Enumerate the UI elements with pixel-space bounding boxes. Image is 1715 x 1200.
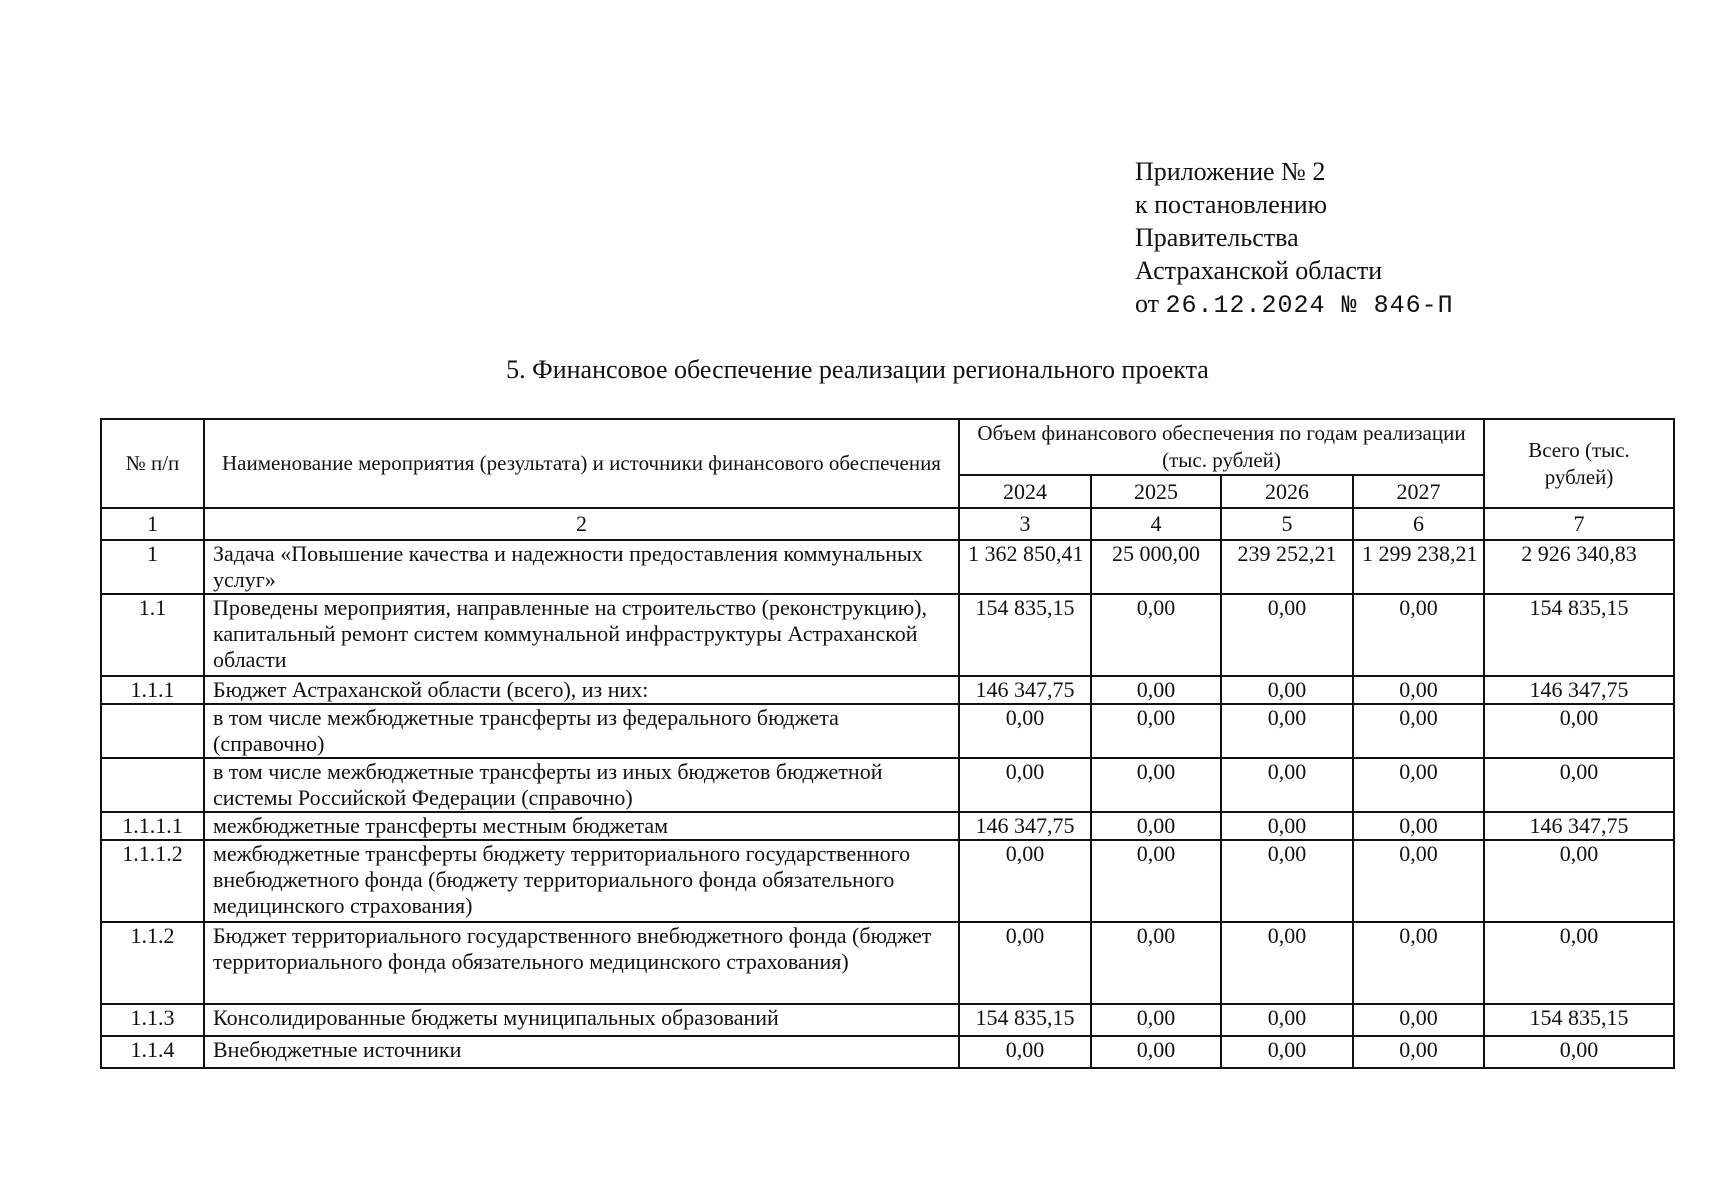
row-name: межбюджетные трансферты бюджету территориального государственного внебюджетного фонда (бюджету территориального фонда обязательного медицинского страхования) [204, 840, 959, 922]
value-total: 154 835,15 [1484, 594, 1674, 676]
value-2025: 0,00 [1091, 1004, 1221, 1036]
value-2026: 0,00 [1221, 1036, 1353, 1068]
row-number [101, 758, 204, 812]
row-name: в том числе межбюджетные трансферты из федерального бюджета (справочно) [204, 704, 959, 758]
table-row [101, 1036, 1674, 1068]
row-number: 1 [101, 540, 204, 594]
value-2025: 0,00 [1091, 704, 1221, 758]
row-number: 1.1.1 [101, 676, 204, 704]
header-year: 2027 [1353, 475, 1484, 508]
value-2027: 0,00 [1353, 1036, 1484, 1068]
table-row [101, 812, 1674, 840]
approval-line-3: Правительства [1135, 223, 1299, 252]
approval-line-2: к постановлению [1135, 190, 1328, 219]
column-number: 1 [101, 508, 204, 540]
financing-table [100, 418, 1675, 1069]
value-2026: 0,00 [1221, 812, 1353, 840]
value-2026: 0,00 [1221, 758, 1353, 812]
approval-date-line [1135, 287, 1454, 322]
row-number: 1.1.3 [101, 1004, 204, 1036]
value-2027: 0,00 [1353, 1004, 1484, 1036]
header-year: 2026 [1221, 475, 1353, 508]
column-number: 7 [1484, 508, 1674, 540]
header-total: Всего (тыс. рублей) [1484, 419, 1674, 508]
row-number: 1.1 [101, 594, 204, 676]
row-number [101, 704, 204, 758]
column-number: 2 [204, 508, 959, 540]
value-2027: 0,00 [1353, 922, 1484, 1004]
column-number: 5 [1221, 508, 1353, 540]
value-total: 146 347,75 [1484, 812, 1674, 840]
table-row [101, 704, 1674, 758]
value-total: 0,00 [1484, 758, 1674, 812]
value-2027: 0,00 [1353, 758, 1484, 812]
value-2025: 0,00 [1091, 1036, 1221, 1068]
value-2027: 0,00 [1353, 594, 1484, 676]
value-total: 0,00 [1484, 704, 1674, 758]
value-2024: 0,00 [959, 922, 1091, 1004]
table-row [101, 594, 1674, 676]
row-number: 1.1.2 [101, 922, 204, 1004]
column-number-row [101, 508, 1674, 540]
column-number: 4 [1091, 508, 1221, 540]
approval-stamp: 26.12.2024 № 846-П [1165, 291, 1454, 320]
table-row [101, 922, 1674, 1004]
header-name: Наименование мероприятия (результата) и источники финансового обеспечения [204, 419, 959, 508]
value-total: 0,00 [1484, 922, 1674, 1004]
value-2027: 1 299 238,21 [1353, 540, 1484, 594]
table-row [101, 758, 1674, 812]
value-total: 0,00 [1484, 840, 1674, 922]
approval-block [1135, 155, 1454, 322]
value-2024: 146 347,75 [959, 812, 1091, 840]
header-num: № п/п [101, 419, 204, 508]
value-2027: 0,00 [1353, 676, 1484, 704]
approval-line-1: Приложение № 2 [1135, 157, 1326, 186]
value-2024: 0,00 [959, 758, 1091, 812]
header-year: 2025 [1091, 475, 1221, 508]
approval-line-4: Астраханской области [1135, 256, 1383, 285]
row-name: Задача «Повышение качества и надежности предоставления коммунальных услуг» [204, 540, 959, 594]
row-number: 1.1.1.2 [101, 840, 204, 922]
row-number: 1.1.1.1 [101, 812, 204, 840]
row-name: Внебюджетные источники [204, 1036, 959, 1068]
value-2025: 0,00 [1091, 594, 1221, 676]
row-name: межбюджетные трансферты местным бюджетам [204, 812, 959, 840]
header-year: 2024 [959, 475, 1091, 508]
value-total: 154 835,15 [1484, 1004, 1674, 1036]
value-total: 2 926 340,83 [1484, 540, 1674, 594]
value-2026: 0,00 [1221, 594, 1353, 676]
column-number: 6 [1353, 508, 1484, 540]
row-name: Консолидированные бюджеты муниципальных образований [204, 1004, 959, 1036]
value-2026: 0,00 [1221, 676, 1353, 704]
value-2027: 0,00 [1353, 704, 1484, 758]
value-2025: 0,00 [1091, 812, 1221, 840]
value-2027: 0,00 [1353, 812, 1484, 840]
value-2026: 0,00 [1221, 1004, 1353, 1036]
table-row [101, 540, 1674, 594]
approval-prefix: от [1135, 289, 1160, 318]
value-2025: 0,00 [1091, 922, 1221, 1004]
value-2024: 0,00 [959, 840, 1091, 922]
value-2025: 0,00 [1091, 758, 1221, 812]
row-name: Бюджет территориального государственного внебюджетного фонда (бюджет территориального фонда обязательного медицинского страхования) [204, 922, 959, 1004]
value-2026: 239 252,21 [1221, 540, 1353, 594]
row-name: Бюджет Астраханской области (всего), из них: [204, 676, 959, 704]
value-2024: 0,00 [959, 704, 1091, 758]
value-2026: 0,00 [1221, 704, 1353, 758]
header-volume: Объем финансового обеспечения по годам реализации (тыс. рублей) [959, 419, 1484, 475]
value-2024: 146 347,75 [959, 676, 1091, 704]
value-2024: 154 835,15 [959, 1004, 1091, 1036]
value-2024: 1 362 850,41 [959, 540, 1091, 594]
value-2025: 0,00 [1091, 840, 1221, 922]
value-2026: 0,00 [1221, 922, 1353, 1004]
header-row [101, 419, 1674, 475]
row-name: в том числе межбюджетные трансферты из иных бюджетов бюджетной системы Российской Федерации (справочно) [204, 758, 959, 812]
value-total: 0,00 [1484, 1036, 1674, 1068]
column-number: 3 [959, 508, 1091, 540]
value-2025: 0,00 [1091, 676, 1221, 704]
value-2027: 0,00 [1353, 840, 1484, 922]
row-number: 1.1.4 [101, 1036, 204, 1068]
value-2024: 0,00 [959, 1036, 1091, 1068]
value-total: 146 347,75 [1484, 676, 1674, 704]
table-row [101, 840, 1674, 922]
row-name: Проведены мероприятия, направленные на строительство (реконструкцию), капитальный ремонт систем коммунальной инфраструктуры Астраханской области [204, 594, 959, 676]
table-row [101, 676, 1674, 704]
table-row [101, 1004, 1674, 1036]
value-2024: 154 835,15 [959, 594, 1091, 676]
document-title: 5. Финансовое обеспечение реализации регионального проекта [506, 355, 1209, 384]
value-2026: 0,00 [1221, 840, 1353, 922]
value-2025: 25 000,00 [1091, 540, 1221, 594]
